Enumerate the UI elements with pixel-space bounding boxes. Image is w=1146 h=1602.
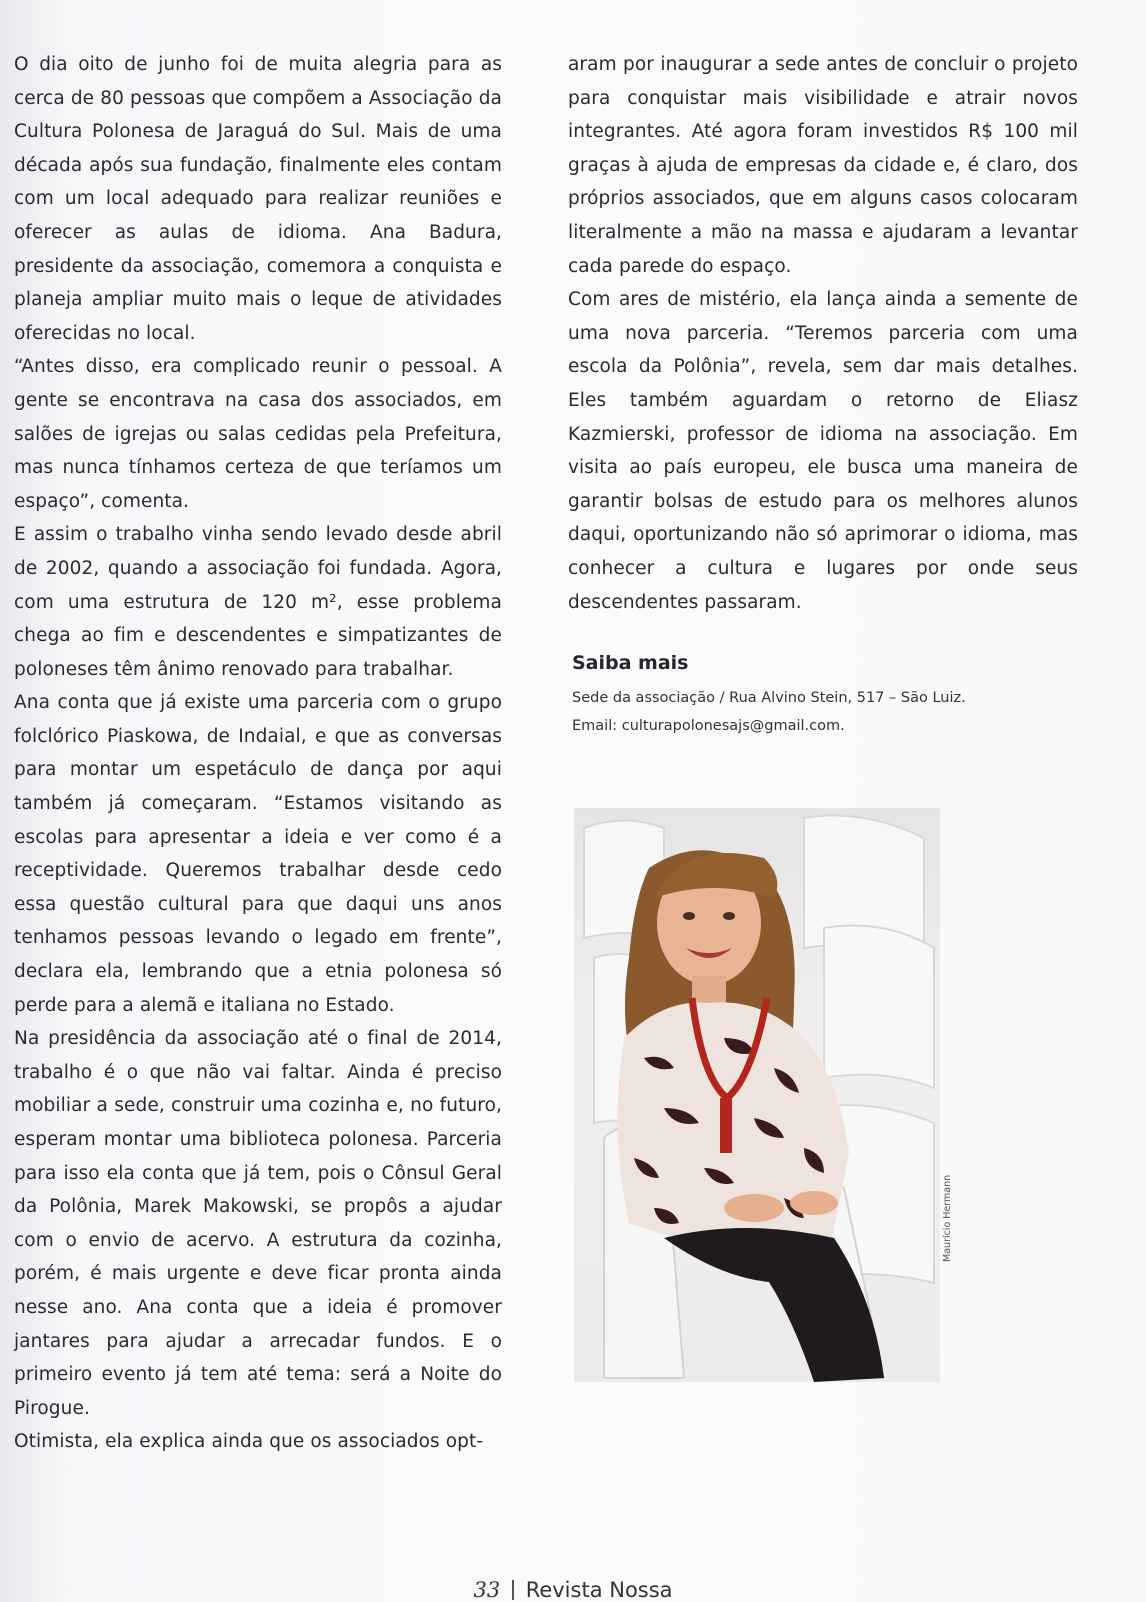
paragraph: O dia oito de junho foi de muita alegria para as cerca de 80 pessoas que compõem a Associação da Cultura Polonesa de Jaraguá do Sul. Mais de uma década após sua fundação, finalmente eles contam com um local adequado para realizar reuniões e oferecer as aulas de idioma. Ana Badura, presidente da associação, comemora a conquista e planeja ampliar muito mais o leque de atividades oferecidas no local. bbox=[14, 54, 502, 344]
association-email: Email: culturapolonesajs@gmail.com. bbox=[572, 718, 845, 734]
portrait-photo bbox=[574, 808, 940, 1382]
photo-credit: Maurício Hermann bbox=[942, 1174, 953, 1262]
article-column-left bbox=[14, 48, 502, 1459]
paragraph: Com ares de mistério, ela lança ainda a semente de uma nova parceria. “Teremos parceria com uma escola da Polônia”, revela, sem dar mais detalhes. Eles também aguardam o retorno de Eliasz Kazmierski, professor de idioma na associação. Em visita ao país europeu, ele busca uma maneira de garantir bolsas de estudo para os melhores alunos daqui, oportunizando não só aprimorar o idioma, mas conhecer a cultura e lugares por onde seus descendentes passaram. bbox=[568, 289, 1078, 613]
magazine-name: Revista Nossa bbox=[525, 1578, 673, 1602]
page-number: 33 bbox=[473, 1578, 501, 1602]
paragraph: Ana conta que já existe uma parceria com o grupo folclórico Piaskowa, de Indaial, e que as conversas para montar um espetáculo de dança por aqui também já começaram. “Estamos visitando as escolas para apresentar a ideia e ver como é a receptividade. Queremos trabalhar desde cedo essa questão cultural para que daqui uns anos tenhamos pessoas levando o legado em frente”, declara ela, lembrando que a etnia polonesa só perde para a alemã e italiana no Estado. bbox=[14, 692, 502, 1016]
portrait-illustration bbox=[574, 808, 940, 1382]
article-column-right bbox=[568, 48, 1078, 619]
paragraph: aram por inaugurar a sede antes de concluir o projeto para conquistar mais visibilidade e atrair novos integrantes. Até agora foram investidos R$ 100 mil graças à ajuda de empresas da cidade e, é claro, dos próprios associados, que em alguns casos colocaram literalmente a mão na massa e ajudaram a levantar cada parede do espaço. bbox=[568, 54, 1078, 277]
footer-divider bbox=[512, 1580, 514, 1600]
association-address: Sede da associação / Rua Alvino Stein, 517 – São Luiz. bbox=[572, 690, 966, 706]
saiba-mais-box bbox=[572, 652, 1052, 740]
paragraph: Na presidência da associação até o final de 2014, trabalho é o que não vai faltar. Ainda é preciso mobiliar a sede, construir uma cozinha e, no futuro, esperam montar uma biblioteca polonesa. Parceria para isso ela conta que já tem, pois o Cônsul Geral da Polônia, Marek Makowski, se propôs a ajudar com o envio de acervo. A estrutura da cozinha, porém, é mais urgente e deve ficar pronta ainda nesse ano. Ana conta que a ideia é promover jantares para ajudar a arrecadar fundos. E o primeiro evento já tem até tema: será a Noite do Pirogue. bbox=[14, 1028, 502, 1419]
page-footer bbox=[0, 1578, 1146, 1602]
paragraph: “Antes disso, era complicado reunir o pessoal. A gente se encontrava na casa dos associados, em salões de igrejas ou salas cedidas pela Prefeitura, mas nunca tínhamos certeza de que teríamos um espaço”, comenta. bbox=[14, 356, 502, 512]
paragraph: Otimista, ela explica ainda que os associados opt- bbox=[14, 1431, 484, 1453]
paragraph: E assim o trabalho vinha sendo levado desde abril de 2002, quando a associação foi fundada. Agora, com uma estrutura de 120 m², esse problema chega ao fim e descendentes e simpatizantes de poloneses têm ânimo renovado para trabalhar. bbox=[14, 524, 502, 680]
saiba-mais-title: Saiba mais bbox=[572, 652, 689, 674]
